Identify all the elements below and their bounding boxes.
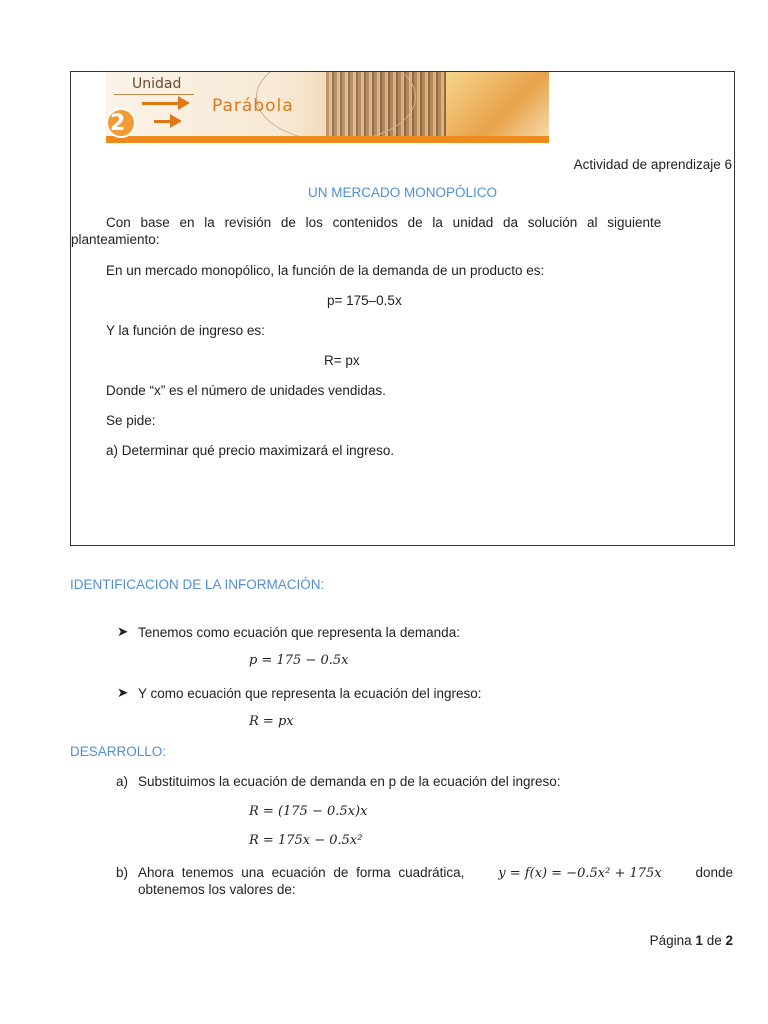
bullet-arrow-icon: ➤: [117, 624, 129, 639]
step-b-line-2: obtenemos los valores de:: [138, 882, 296, 897]
task-a: a) Determinar qué precio maximizará el ingreso.: [106, 443, 395, 458]
identification-heading: IDENTIFICACION DE LA INFORMACIÓN:: [70, 577, 325, 592]
demand-intro: En un mercado monopólico, la función de la demanda de un producto es:: [106, 263, 545, 278]
total-pages: 2: [725, 933, 733, 948]
banner-unit-label: Unidad: [132, 76, 182, 92]
activity-label: Actividad de aprendizaje 6: [573, 157, 732, 172]
identification-bullet-1: Tenemos como ecuación que representa la demanda:: [138, 625, 460, 640]
revenue-formula: R = px: [249, 714, 294, 729]
unit-banner-image: [106, 72, 549, 143]
quadratic-formula: y = f(x) = −0.5x² + 175x: [498, 866, 662, 881]
identification-bullet-2: Y como ecuación que representa la ecuación del ingreso:: [138, 686, 482, 701]
current-page: 1: [695, 933, 703, 948]
arrow-icon: [142, 102, 182, 105]
step-a-text: Substituimos la ecuación de demanda en p de la ecuación del ingreso:: [138, 774, 561, 789]
revenue-intro: Y la función de ingreso es:: [106, 323, 265, 338]
intro-line-2: planteamiento:: [71, 232, 160, 247]
intro-line-1: [106, 215, 733, 230]
units-definition: Donde “x” es el número de unidades vendidas.: [106, 383, 386, 398]
banner-unit-number: 2: [110, 111, 126, 136]
demand-equation: p= 175–0.5x: [327, 293, 402, 308]
page-number: Página 1 de 2: [649, 933, 733, 948]
revenue-equation: R= px: [324, 353, 360, 368]
activity-title: UN MERCADO MONOPÓLICO: [307, 185, 497, 200]
step-b-text: Ahora tenemos una ecuación de forma cuadrática,: [138, 865, 465, 880]
step-b-line-1: [138, 865, 733, 881]
step-a-marker: a): [116, 774, 129, 789]
step-b-text-end: donde: [695, 865, 733, 880]
development-heading: DESARROLLO:: [70, 744, 167, 759]
intro-text-1: Con base en la revisión de los contenidos de la unidad da solución al siguiente: [106, 215, 662, 230]
demand-formula: p = 175 − 0.5x: [249, 653, 349, 668]
substituted-formula: R = (175 − 0.5x)x: [249, 804, 368, 819]
step-b-marker: b): [116, 865, 129, 880]
banner-photo-accent: [446, 72, 549, 136]
banner-topic: Parábola: [212, 96, 294, 116]
asked-label: Se pide:: [106, 413, 156, 428]
expanded-formula: R = 175x − 0.5x²: [249, 833, 363, 848]
bullet-arrow-icon: ➤: [117, 685, 129, 700]
